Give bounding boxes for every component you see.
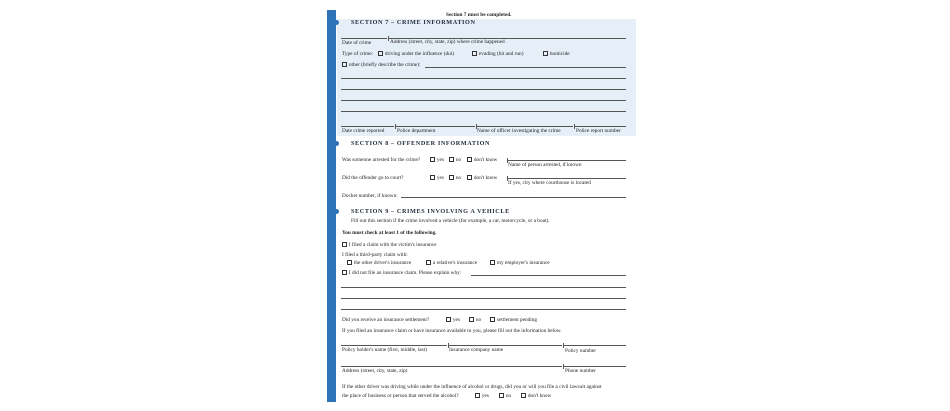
- crime-type-label: Type of crime:: [342, 51, 374, 57]
- settlement-question: Did you receive an insurance settlement?: [342, 317, 430, 323]
- relative-insurance-checkbox[interactable]: a relative's insurance: [426, 260, 477, 266]
- must-check-instruction: You must check at least 1 of the following.: [342, 230, 437, 236]
- no-claim-explanation-line[interactable]: [341, 309, 626, 310]
- section9-title: SECTION 9 – CRIMES INVOLVING A VEHICLE: [351, 208, 510, 215]
- crime-type-other-checkbox[interactable]: other (briefly describe the crime):: [342, 62, 420, 68]
- lawsuit-dont-know-checkbox[interactable]: don't know: [521, 393, 551, 399]
- date-of-crime-field[interactable]: [341, 38, 387, 39]
- section7-title: SECTION 7 – CRIME INFORMATION: [351, 19, 476, 26]
- checkbox-icon: [449, 175, 454, 180]
- section8-title: SECTION 8 – OFFENDER INFORMATION: [351, 140, 491, 147]
- checkbox-icon: [467, 175, 472, 180]
- other-driver-insurance-checkbox[interactable]: the other driver's insurance: [347, 260, 411, 266]
- police-department-field[interactable]: [396, 126, 475, 127]
- police-report-number-label: Police report number: [576, 128, 621, 134]
- policy-holder-name-field[interactable]: [341, 345, 447, 346]
- checkbox-icon: [449, 157, 454, 162]
- no-claim-explanation-line[interactable]: [341, 287, 626, 288]
- lawsuit-question-line1: If the other driver was driving while under the influence of alcohol or drugs, did you or will you file a civil lawsuit against: [342, 384, 602, 390]
- section-accent-bar: [327, 10, 336, 402]
- section9-bullet-icon: [334, 209, 339, 214]
- arrested-dont-know-checkbox[interactable]: don't know: [467, 157, 497, 163]
- crime-type-hit-and-run-checkbox[interactable]: evading (hit and run): [472, 51, 523, 57]
- crime-type-homicide-checkbox[interactable]: homicide: [543, 51, 570, 57]
- checkbox-icon: [342, 270, 347, 275]
- arrested-person-name-field[interactable]: [508, 160, 626, 161]
- other-crime-description-line[interactable]: [341, 111, 626, 112]
- arrested-question: Was someone arrested for the crime?: [342, 157, 421, 163]
- crime-type-dui-checkbox[interactable]: driving under the influence (dui): [378, 51, 454, 57]
- insurance-company-label: Insurance company name: [449, 347, 504, 353]
- employer-insurance-checkbox[interactable]: my employer's insurance: [490, 260, 550, 266]
- date-reported-label: Date crime reported: [342, 128, 385, 134]
- insurance-phone-label: Phone number: [565, 368, 596, 374]
- policy-number-field[interactable]: [564, 345, 626, 346]
- officer-name-field[interactable]: [477, 126, 573, 127]
- victim-insurance-claim-checkbox[interactable]: I filed a claim with the victim's insurance: [342, 242, 436, 248]
- date-of-crime-label: Date of crime: [342, 40, 372, 46]
- checkbox-icon: [467, 157, 472, 162]
- lawsuit-question-line2: the place of business or person that served the alcohol?: [342, 393, 459, 399]
- crime-address-label: Address (street, city, state, zip) where crime happened: [390, 39, 505, 45]
- court-yes-checkbox[interactable]: yes: [430, 175, 444, 181]
- arrested-yes-checkbox[interactable]: yes: [430, 157, 444, 163]
- insurance-address-label: Address (street, city, state, zip): [342, 368, 408, 374]
- checkbox-icon: [342, 242, 347, 247]
- checkbox-icon: [490, 260, 495, 265]
- section7-required-notice: Section 7 must be completed.: [446, 12, 512, 18]
- settlement-yes-checkbox[interactable]: yes: [446, 317, 460, 323]
- courthouse-city-label: If yes, city where courthouse is located: [508, 180, 591, 186]
- police-department-label: Police department: [397, 128, 436, 134]
- court-question: Did the offender go to court?: [342, 175, 404, 181]
- checkbox-icon: [342, 62, 347, 67]
- other-crime-description-line[interactable]: [341, 89, 626, 90]
- settlement-pending-checkbox[interactable]: settlement pending: [490, 317, 537, 323]
- lawsuit-no-checkbox[interactable]: no: [499, 393, 511, 399]
- insurance-info-instruction: If you filed an insurance claim or have insurance available to you, please fill out the information below.: [342, 328, 562, 334]
- section7-bullet-icon: [334, 20, 339, 25]
- checkbox-icon: [490, 317, 495, 322]
- courthouse-city-field[interactable]: [508, 178, 626, 179]
- checkbox-icon: [472, 51, 477, 56]
- police-report-number-field[interactable]: [575, 126, 626, 127]
- policy-holder-name-label: Policy holder's name (first, middle, last): [342, 347, 427, 353]
- checkbox-icon: [426, 260, 431, 265]
- docket-number-field[interactable]: [401, 197, 626, 198]
- checkbox-icon: [446, 317, 451, 322]
- checkbox-icon: [430, 175, 435, 180]
- docket-number-label: Docket number, if known:: [342, 193, 398, 199]
- no-insurance-claim-checkbox[interactable]: I did not file an insurance claim. Please explain why:: [342, 270, 461, 276]
- arrested-person-name-label: Name of person arrested, if known: [508, 162, 582, 168]
- date-reported-field[interactable]: [341, 126, 394, 127]
- section8-bullet-icon: [334, 141, 339, 146]
- checkbox-icon: [475, 393, 480, 398]
- section9-intro: Fill out this section if the crime involved a vehicle (for example, a car, motorcycle, or a boat).: [351, 218, 550, 224]
- other-crime-description-line[interactable]: [341, 100, 626, 101]
- checkbox-icon: [347, 260, 352, 265]
- lawsuit-yes-checkbox[interactable]: yes: [475, 393, 489, 399]
- checkbox-icon: [378, 51, 383, 56]
- policy-number-label: Policy number: [565, 348, 597, 354]
- checkbox-icon: [521, 393, 526, 398]
- settlement-no-checkbox[interactable]: no: [469, 317, 481, 323]
- insurance-address-field[interactable]: [341, 366, 562, 367]
- officer-name-label: Name of officer investigating the crime: [477, 128, 561, 134]
- other-crime-description-line[interactable]: [341, 78, 626, 79]
- court-dont-know-checkbox[interactable]: don't know: [467, 175, 497, 181]
- checkbox-icon: [499, 393, 504, 398]
- checkbox-icon: [430, 157, 435, 162]
- no-claim-explanation-field[interactable]: [471, 275, 626, 276]
- checkbox-icon: [543, 51, 548, 56]
- no-claim-explanation-line[interactable]: [341, 298, 626, 299]
- court-no-checkbox[interactable]: no: [449, 175, 461, 181]
- insurance-company-field[interactable]: [449, 345, 562, 346]
- third-party-claim-label: I filed a third-party claim with:: [342, 252, 408, 258]
- arrested-no-checkbox[interactable]: no: [449, 157, 461, 163]
- checkbox-icon: [469, 317, 474, 322]
- insurance-phone-field[interactable]: [564, 366, 626, 367]
- other-crime-description-field[interactable]: [425, 67, 626, 68]
